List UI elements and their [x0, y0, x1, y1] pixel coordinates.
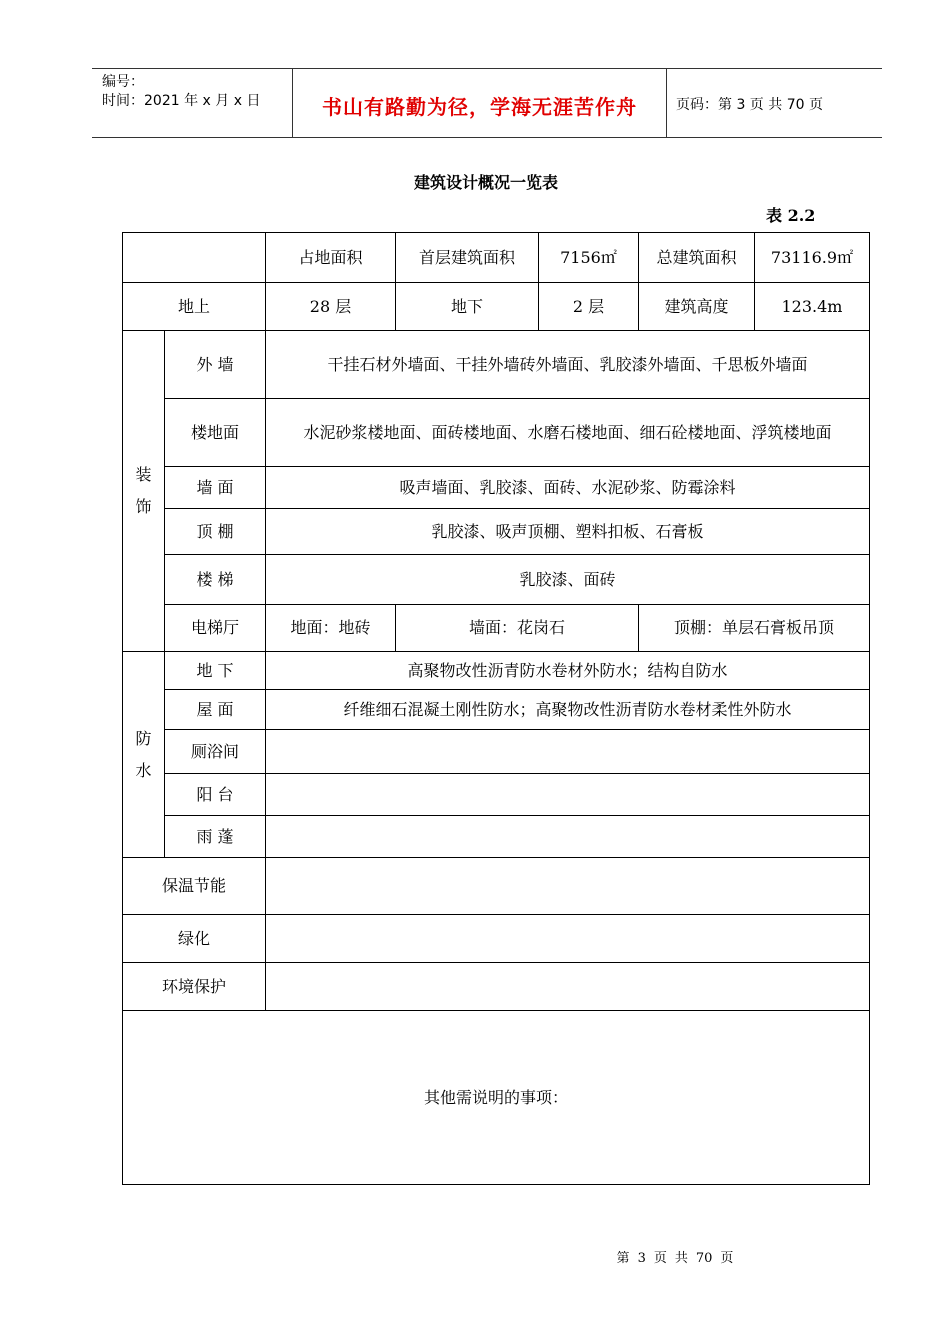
header-motto: 书山有路勤为径，学海无涯苦作舟 [322, 95, 637, 119]
table-cell: 外 墙 [165, 331, 266, 399]
footer-text: 页 [653, 1251, 667, 1266]
table-cell: 高聚物改性沥青防水卷材外防水；结构自防水 [266, 652, 870, 690]
table-cell: 顶 棚 [165, 509, 266, 555]
table-cell [266, 774, 870, 816]
table-row [123, 399, 870, 467]
footer-page-number: 3 [637, 1251, 646, 1266]
table-cell: 吸声墙面、乳胶漆、面砖、水泥砂浆、防霉涂料 [266, 467, 870, 509]
table-cell: 2 层 [539, 283, 639, 331]
table-row [123, 1011, 870, 1185]
table-cell: 水泥砂浆楼地面、面砖楼地面、水磨石楼地面、细石砼楼地面、浮筑楼地面 [266, 399, 870, 467]
table-row [123, 605, 870, 652]
number-label: 编号： [102, 74, 144, 90]
table-cell: 纤维细石混凝土刚性防水；高聚物改性沥青防水卷材柔性外防水 [266, 690, 870, 730]
table-cell: 地下 [396, 283, 539, 331]
table-cell: 总建筑面积 [639, 233, 755, 283]
document-title: 建筑设计概况一览表 [413, 173, 558, 192]
table-cell: 电梯厅 [165, 605, 266, 652]
table-cell: 绿化 [123, 915, 266, 963]
table-row [123, 915, 870, 963]
table-row [123, 730, 870, 774]
table-cell [266, 963, 870, 1011]
table-cell: 建筑高度 [639, 283, 755, 331]
table-cell: 地 下 [165, 652, 266, 690]
table-row [123, 816, 870, 858]
waterproof-group-label: 防水 [123, 652, 165, 858]
table-cell: 雨 蓬 [165, 816, 266, 858]
table-row [123, 963, 870, 1011]
footer-text: 第 [616, 1251, 630, 1266]
table-cell: 乳胶漆、吸声顶棚、塑料扣板、石膏板 [266, 509, 870, 555]
table-cell: 地面：地砖 [266, 605, 396, 652]
table-cell: 28 层 [266, 283, 396, 331]
table-cell: 首层建筑面积 [396, 233, 539, 283]
table-cell: 123.4m [755, 283, 870, 331]
design-overview-table [122, 232, 870, 1185]
table-row [123, 774, 870, 816]
table-cell: 顶棚：单层石膏板吊顶 [639, 605, 870, 652]
table-cell: 厕浴间 [165, 730, 266, 774]
page-header [92, 68, 882, 138]
header-meta [102, 73, 260, 111]
table-cell: 73116.9㎡ [755, 233, 870, 283]
notes-cell: 其他需说明的事项： [123, 1011, 870, 1185]
header-page-info: 页码：第 3 页 共 70 页 [676, 97, 823, 113]
table-cell: 楼 梯 [165, 555, 266, 605]
table-cell [266, 858, 870, 915]
table-row [123, 858, 870, 915]
table-row [123, 331, 870, 399]
table-cell [266, 915, 870, 963]
table-cell: 楼地面 [165, 399, 266, 467]
table-cell: 墙 面 [165, 467, 266, 509]
table-cell: 乳胶漆、面砖 [266, 555, 870, 605]
decoration-group-label: 装饰 [123, 331, 165, 652]
table-row [123, 690, 870, 730]
table-cell: 干挂石材外墙面、干挂外墙砖外墙面、乳胶漆外墙面、千思板外墙面 [266, 331, 870, 399]
table-row [123, 233, 870, 283]
table-cell: 7156㎡ [539, 233, 639, 283]
time-label: 时间：2021 年 x 月 x 日 [102, 93, 261, 109]
table-cell [266, 730, 870, 774]
page-footer [0, 1247, 950, 1266]
table-row [123, 555, 870, 605]
table-row [123, 283, 870, 331]
table-cell [123, 233, 266, 283]
footer-text: 共 [674, 1251, 688, 1266]
table-cell: 占地面积 [266, 233, 396, 283]
table-row [123, 652, 870, 690]
table-cell: 保温节能 [123, 858, 266, 915]
footer-text: 页 [720, 1251, 734, 1266]
table-row [123, 467, 870, 509]
table-cell: 地上 [123, 283, 266, 331]
footer-total-pages: 70 [695, 1251, 713, 1266]
header-divider [666, 69, 667, 137]
table-cell: 环境保护 [123, 963, 266, 1011]
table-cell: 屋 面 [165, 690, 266, 730]
table-row [123, 509, 870, 555]
table-cell: 墙面：花岗石 [396, 605, 639, 652]
table-number: 表 2.2 [766, 206, 816, 225]
table-cell [266, 816, 870, 858]
table-cell: 阳 台 [165, 774, 266, 816]
